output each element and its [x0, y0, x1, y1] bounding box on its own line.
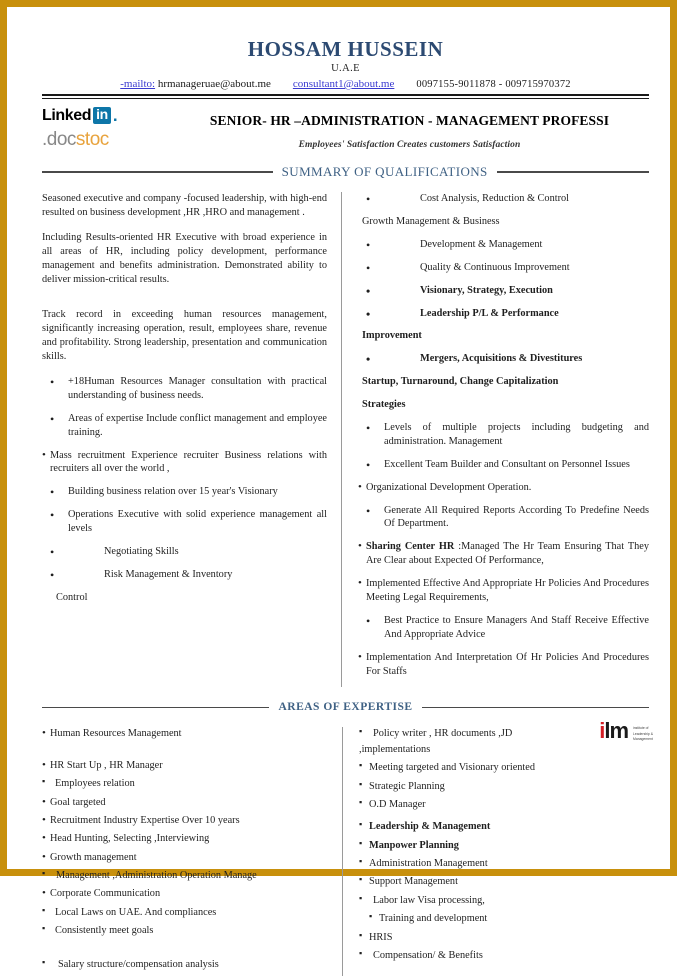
- list-item: ▪ Meeting targeted and Visionary oriented: [359, 761, 649, 774]
- list-item: • Risk Management & Inventory: [42, 568, 327, 582]
- list-item: Improvement: [362, 330, 422, 342]
- title-column: [170, 105, 649, 150]
- list-item: • Implementation And Interpretation Of Hr Policies And Procedures For Staffs: [358, 651, 649, 679]
- list-item: ,implementations: [359, 743, 431, 755]
- list-item: • Excellent Team Builder and Consultant on Personnel Issues: [358, 458, 649, 472]
- list-item: • Negotiating Skills: [42, 545, 327, 559]
- tagline: Employees' Satisfaction Creates customers Satisfaction: [298, 140, 521, 151]
- expertise-columns: [42, 718, 653, 976]
- ilm-letter-i: i: [599, 718, 605, 744]
- list-item: • Human Resources Management: [42, 727, 330, 740]
- list-item: ▪ Salary structure/compensation analysis: [42, 958, 330, 971]
- list-item: • Goal targeted: [42, 796, 330, 809]
- summary-right-bullets: [358, 192, 649, 678]
- list-item: Startup, Turnaround, Change Capitalization: [362, 376, 559, 388]
- summary-paragraph: Seasoned executive and company -focused leadership, with high-end resulted on business development ,HR ,HRO and management .: [42, 193, 327, 218]
- linkedin-wordmark: Linked: [42, 106, 92, 124]
- list-item: • Implemented Effective And Appropriate Hr Policies And Procedures Meeting Legal Requirements,: [358, 577, 649, 605]
- linkedin-badge-icon: in: [93, 107, 111, 123]
- list-item-detail: :Managed The Hr Team Ensuring That They Are Clear about Expected Of Performance,: [366, 541, 649, 567]
- list-item: • Mergers, Acquisitions & Divestitures: [358, 352, 649, 366]
- list-item: ▪ Manpower Planning: [359, 839, 649, 852]
- summary-left-column: [42, 192, 342, 687]
- ilm-caption-line1: institute of: [633, 726, 649, 731]
- rule-right: [497, 171, 649, 173]
- list-item: • Visionary, Strategy, Execution: [358, 284, 649, 298]
- list-item: • Head Hunting, Selecting ,Interviewing: [42, 832, 330, 845]
- expertise-left-column: [42, 727, 342, 976]
- summary-paragraph: Track record in exceeding human resources management, significantly increasing operation, result, employees share, revenue and profitability. Strong leadership, presentation and communication skills.: [42, 309, 327, 363]
- list-item: • Best Practice to Ensure Managers And Staff Receive Effective And Appropriate Advice: [358, 614, 649, 642]
- docstoc-part-s: s: [75, 129, 85, 151]
- list-item: • Operations Executive with solid experience management all levels: [42, 508, 327, 536]
- list-item: ▪ Consistently meet goals: [42, 924, 330, 937]
- list-item: • Mass recruitment Experience recruiter Business relations with recruiters all over the world ,: [42, 449, 327, 477]
- list-item: ▪ Labor law Visa processing,: [359, 894, 649, 907]
- expertise-right-list: [359, 727, 649, 962]
- logo-stack: [42, 105, 170, 149]
- list-item: • Building business relation over 15 year's Visionary: [42, 485, 327, 499]
- logo-title-band: [42, 105, 649, 163]
- list-item: • Areas of expertise Include conflict management and employee training.: [42, 412, 327, 440]
- locality: U.A.E: [331, 63, 360, 75]
- page-title: HOSSAM HUSSEIN: [247, 37, 444, 61]
- ilm-caption-line2: Leadership &: [633, 731, 653, 736]
- phone-numbers: 0097155-9011878 - 009715970372: [416, 79, 571, 91]
- resume-sheet: [14, 14, 677, 970]
- list-item: ▪ Support Management: [359, 875, 649, 888]
- ilm-letters-lm: lm: [604, 718, 629, 744]
- list-item: ▪ Leadership & Management: [359, 820, 649, 833]
- ilm-mark-icon: [599, 718, 629, 744]
- list-item: ▪ Strategic Planning: [359, 780, 649, 793]
- linkedin-dot-icon: .: [112, 106, 118, 126]
- list-item-label: Sharing Center HR: [366, 541, 455, 553]
- list-item: • Leadership P/L & Performance: [358, 307, 649, 321]
- list-item: ▪ Compensation/ & Benefits: [359, 949, 649, 962]
- expertise-title: AREAS OF EXPERTISE: [278, 701, 413, 714]
- list-item: • Quality & Continuous Improvement: [358, 261, 649, 275]
- list-item: ▪ Policy writer , HR documents ,JD: [359, 727, 649, 740]
- summary-left-bullets: [42, 375, 327, 605]
- rule-left: [42, 171, 273, 173]
- list-item: ▪ Training and development: [359, 912, 649, 925]
- list-item: ▪ Employees relation: [42, 777, 330, 790]
- docstoc-part-o: o: [89, 129, 100, 151]
- list-item: [358, 540, 649, 568]
- docstoc-logo[interactable]: [42, 130, 170, 149]
- list-item: • Corporate Communication: [42, 887, 330, 900]
- summary-paragraph: Including Results-oriented HR Executive with broad experience in all areas of HR, including policy development, performance management and benefits administration. Demonstrated ability to deliver mission-critical results.: [42, 231, 327, 285]
- list-item: • Growth management: [42, 851, 330, 864]
- ilm-caption: [633, 721, 653, 741]
- email-primary-group: [120, 78, 271, 90]
- list-item: • Development & Management: [358, 238, 649, 252]
- email-primary[interactable]: hrmanageruae@about.me: [157, 78, 271, 91]
- summary-right-column: [342, 192, 649, 687]
- list-item: ▪ O.D Manager: [359, 798, 649, 811]
- list-item: • Levels of multiple projects including budgeting and administration. Management: [358, 421, 649, 449]
- docstoc-part-t: t: [84, 129, 90, 151]
- list-item: ▪ Administration Management: [359, 857, 649, 870]
- list-item: • Cost Analysis, Reduction & Control: [358, 192, 649, 206]
- ilm-caption-line3: Management: [633, 736, 653, 741]
- list-item: • HR Start Up , HR Manager: [42, 759, 330, 772]
- list-item: ▪ HRIS: [359, 931, 649, 944]
- job-title: SENIOR- HR –ADMINISTRATION - MANAGEMENT PROFESSI: [209, 113, 610, 129]
- header-divider: [42, 94, 649, 99]
- rule-right: [422, 707, 649, 709]
- list-item: Growth Management & Business: [362, 215, 500, 227]
- summary-columns: [42, 192, 649, 687]
- expertise-left-list: [42, 727, 330, 971]
- expertise-section-header: [42, 701, 649, 713]
- list-item: ▪ Management ,Administration Operation Manage: [42, 869, 330, 882]
- ilm-logo[interactable]: [599, 718, 653, 744]
- contact-row: [42, 78, 649, 93]
- docstoc-part-c: c: [99, 129, 109, 151]
- list-item: • Organizational Development Operation.: [358, 481, 649, 495]
- list-item: ▪ Local Laws on UAE. And compliances: [42, 906, 330, 919]
- email-secondary-link[interactable]: consultant1@about.me: [292, 78, 395, 91]
- docstoc-part-doc: .doc: [42, 129, 76, 151]
- summary-title: SUMMARY OF QUALIFICATIONS: [281, 164, 488, 180]
- list-item: • +18Human Resources Manager consultation with practical understanding of business needs.: [42, 375, 327, 403]
- mailto-link[interactable]: -mailto:: [120, 78, 156, 91]
- list-item: Control: [56, 591, 88, 603]
- list-item: Strategies: [362, 399, 406, 411]
- summary-section-header: [42, 164, 649, 180]
- linkedin-logo[interactable]: [42, 107, 170, 124]
- list-item: • Recruitment Industry Expertise Over 10 years: [42, 814, 330, 827]
- rule-left: [42, 707, 269, 709]
- expertise-right-column: [342, 718, 653, 976]
- expertise-section: [42, 701, 653, 976]
- list-item: • Generate All Required Reports According To Predefine Needs Of Department.: [358, 504, 649, 532]
